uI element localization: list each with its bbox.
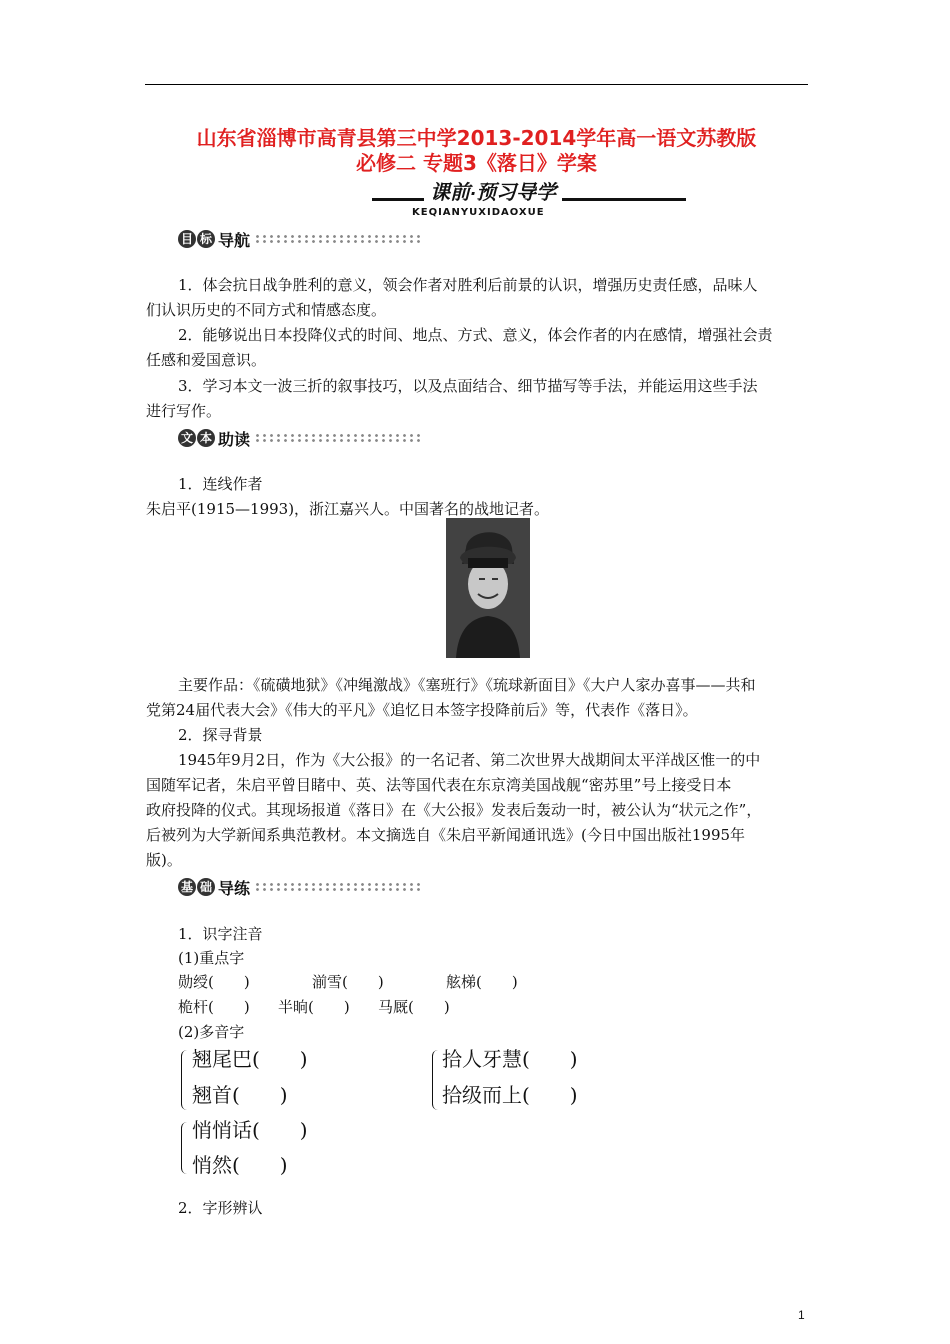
reading-heading-author: 1．连线作者	[178, 475, 263, 493]
polyphone-item: 悄悄话( )	[192, 1118, 308, 1142]
section-heading-practice	[178, 876, 420, 898]
section-badge: 本	[197, 429, 215, 447]
works-line: 党第24届代表大会》《伟大的平凡》《追忆日本签字投降前后》等，代表作《落日》。	[146, 701, 698, 719]
key-char-item: 湔雪( )	[312, 973, 384, 991]
section-badge: 文	[178, 429, 196, 447]
banner-dot: ·	[470, 184, 477, 203]
banner-label-a: 课前	[430, 180, 470, 204]
practice-heading-glyph: 2．字形辨认	[178, 1199, 263, 1217]
background-line: 政府投降的仪式。其现场报道《落日》在《大公报》发表后轰动一时，被公认为“状元之作”，	[146, 801, 762, 819]
practice-subheading-key-chars: (1)重点字	[178, 949, 245, 967]
document-title-line-2: 必修二 专题3《落日》学案	[356, 151, 597, 175]
dotted-leader	[254, 234, 420, 244]
key-char-item: 桅杆( )	[178, 998, 250, 1016]
polyphone-item: 翘首( )	[192, 1083, 288, 1107]
group-brace	[432, 1050, 441, 1110]
section-heading-text: 导练	[218, 878, 251, 898]
key-char-item: 半晌( )	[278, 998, 350, 1016]
background-line: 1945年9月2日，作为《大公报》的一名记者、第二次世界大战期间太平洋战区惟一的中	[178, 751, 761, 769]
goal-line: 3．学习本文一波三折的叙事技巧，以及点面结合、细节描写等手法，并能运用这些手法	[178, 377, 758, 395]
key-char-item: 舷梯( )	[446, 973, 518, 991]
banner-label-b: 预习导学	[476, 180, 557, 204]
page-number: 1	[798, 1308, 805, 1322]
goal-line: 任感和爱国意识。	[146, 351, 267, 369]
practice-heading-pronunciation: 1．识字注音	[178, 925, 263, 943]
practice-subheading-polyphones: (2)多音字	[178, 1023, 245, 1041]
polyphone-item: 翘尾巴( )	[192, 1047, 308, 1071]
polyphone-item: 悄然( )	[192, 1153, 288, 1177]
goal-line: 1．体会抗日战争胜利的意义，领会作者对胜利后前景的认识，增强历史责任感，品味人	[178, 276, 758, 294]
section-badge: 标	[197, 230, 215, 248]
section-heading-goals	[178, 228, 420, 250]
section-banner	[372, 178, 686, 202]
background-line: 版)。	[146, 851, 182, 869]
key-char-item: 马厩( )	[378, 998, 450, 1016]
section-heading-text: 导航	[218, 230, 251, 250]
goal-line: 进行写作。	[146, 402, 222, 420]
banner-subtitle: KEQIANYUXIDAOXUE	[412, 207, 545, 218]
works-line: 主要作品：《硫磺地狱》《冲绳激战》《塞班行》《琉球新面目》《大户人家办喜事——共和	[178, 676, 756, 694]
author-intro: 朱启平(1915—1993)，浙江嘉兴人。中国著名的战地记者。	[146, 500, 550, 518]
group-brace	[181, 1050, 190, 1110]
banner-label	[424, 176, 562, 205]
section-heading-text: 助读	[218, 429, 251, 449]
dotted-leader	[254, 433, 420, 443]
section-badge: 础	[197, 878, 215, 896]
header-rule	[145, 84, 808, 85]
document-title-line-1: 山东省淄博市高青县第三中学2013-2014学年高一语文苏教版	[196, 126, 757, 150]
key-char-item: 勋绶( )	[178, 973, 250, 991]
reading-heading-background: 2．探寻背景	[178, 726, 263, 744]
section-badge: 目	[178, 230, 196, 248]
group-brace	[181, 1122, 190, 1174]
section-heading-reading	[178, 427, 420, 449]
polyphone-item: 拾级而上( )	[442, 1083, 578, 1107]
polyphone-item: 拾人牙慧( )	[442, 1047, 578, 1071]
goal-line: 们认识历史的不同方式和情感态度。	[146, 301, 387, 319]
author-portrait-photo	[446, 518, 530, 658]
goal-line: 2．能够说出日本投降仪式的时间、地点、方式、意义，体会作者的内在感情，增强社会责	[178, 326, 773, 344]
background-line: 国随军记者，朱启平曾目睹中、英、法等国代表在东京湾美国战舰“密苏里”号上接受日本	[146, 776, 732, 794]
background-line: 后被列为大学新闻系典范教材。本文摘选自《朱启平新闻通讯选》(今日中国出版社1995年	[146, 826, 746, 844]
section-badge: 基	[178, 878, 196, 896]
dotted-leader	[254, 882, 420, 892]
